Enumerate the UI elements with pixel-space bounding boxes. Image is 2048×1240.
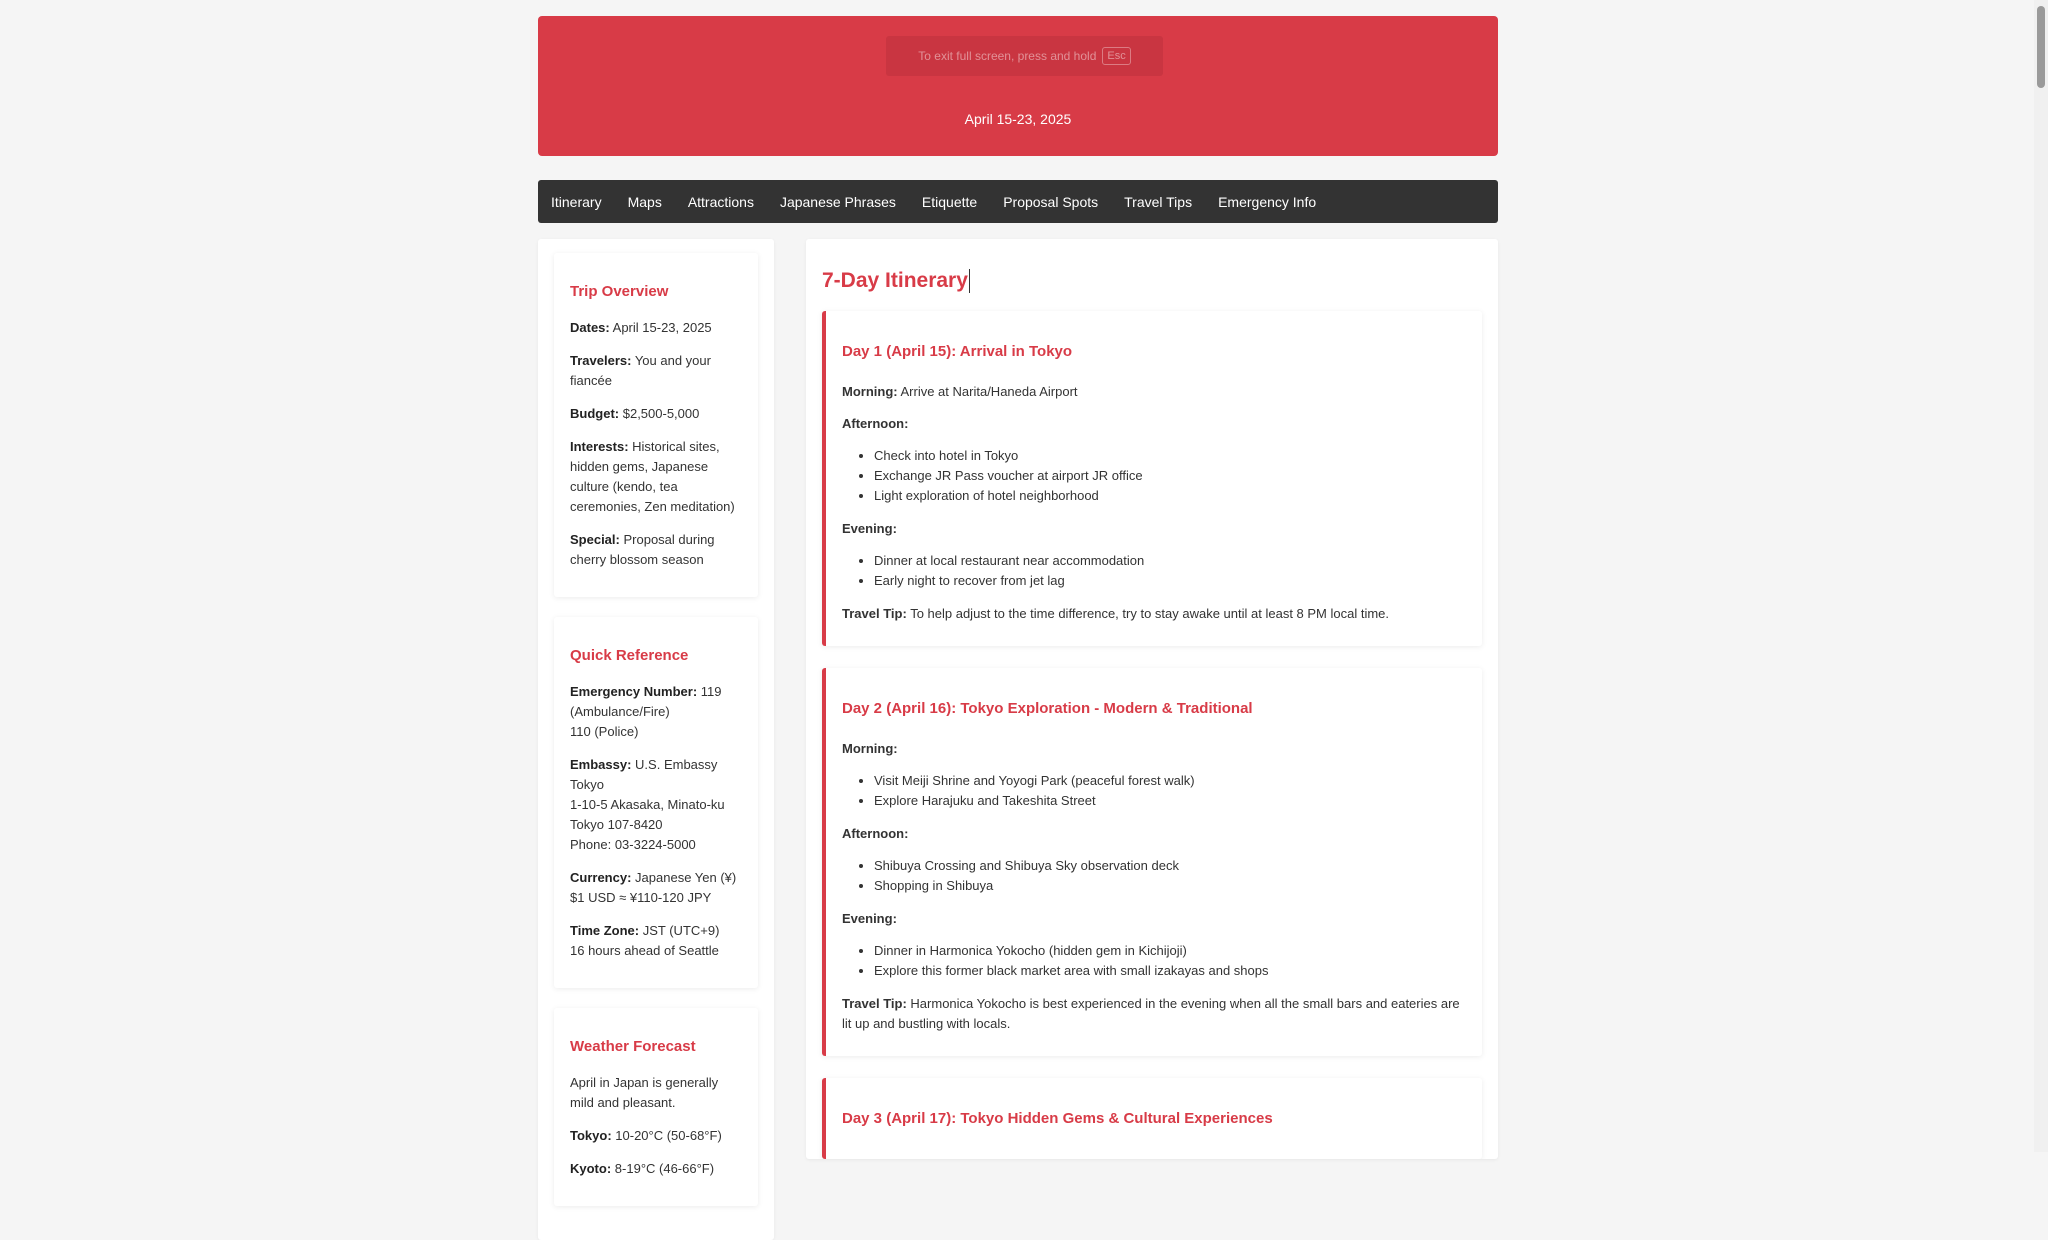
evening-list (842, 551, 1466, 591)
ref-embassy: Embassy: U.S. Embassy Tokyo 1-10-5 Akasaka, Minato-ku Tokyo 107-8420 Phone: 03-3224-5000 (570, 757, 725, 852)
ref-currency: Currency: Japanese Yen (¥) $1 USD ≈ ¥110-120 JPY (570, 870, 737, 905)
list-item: • Check into hotel in Tokyo (874, 446, 1466, 466)
list-item: • Dinner in Harmonica Yokocho (hidden gem in Kichijoji) (874, 941, 1466, 961)
evening-list (842, 941, 1466, 981)
day-afternoon-label: Afternoon: (842, 826, 909, 841)
list-item: • Visit Meiji Shrine and Yoyogi Park (peaceful forest walk) (874, 771, 1466, 791)
nav-emergency-info[interactable]: Emergency Info (1218, 193, 1317, 210)
weather-intro: April in Japan is generally mild and pleasant. (570, 1075, 719, 1110)
travel-tip: Travel Tip: To help adjust to the time difference, try to stay awake until at least 8 PM local time. (842, 606, 1390, 621)
overview-budget: Budget: $2,500-5,000 (570, 406, 700, 421)
overview-travelers: Travelers: You and your fiancée (570, 353, 711, 388)
overview-special: Special: Proposal during cherry blossom season (570, 532, 715, 567)
list-item: • Early night to recover from jet lag (874, 571, 1466, 591)
day-evening-label: Evening: (842, 911, 897, 926)
nav-japanese-phrases[interactable]: Japanese Phrases (779, 193, 896, 210)
nav-etiquette[interactable]: Etiquette (921, 193, 978, 210)
morning-list (842, 771, 1466, 811)
overview-interests: Interests: Historical sites, hidden gems, Japanese culture (kendo, tea ceremonies, Zen meditation) (570, 439, 735, 514)
list-item: • Light exploration of hotel neighborhood (874, 486, 1466, 506)
day-afternoon-label: Afternoon: (842, 416, 909, 431)
afternoon-list (842, 856, 1466, 896)
afternoon-list (842, 446, 1466, 506)
day-card-3 (822, 1078, 1482, 1159)
weather-kyoto: Kyoto: 8-19°C (46-66°F) (570, 1161, 715, 1176)
itinerary-section (806, 239, 1498, 1159)
trip-dates: April 15-23, 2025 (964, 111, 1072, 127)
weather-tokyo: Tokyo: 10-20°C (50-68°F) (570, 1128, 722, 1143)
day-morning: Morning: Arrive at Narita/Haneda Airport (842, 384, 1078, 399)
esc-key-badge: Esc (1102, 47, 1130, 65)
sidebar (538, 239, 774, 1240)
header-banner (538, 16, 1498, 156)
itinerary-title: 7-Day Itinerary (822, 269, 968, 292)
day-title: Day 2 (April 16): Tokyo Exploration - Modern & Traditional (842, 700, 1253, 717)
weather-card (554, 1008, 758, 1206)
page-scrollbar[interactable] (2034, 0, 2048, 1152)
nav-travel-tips[interactable]: Travel Tips (1124, 193, 1193, 210)
day-morning-label: Morning: (842, 741, 898, 756)
list-item: • Exchange JR Pass voucher at airport JR office (874, 466, 1466, 486)
nav-attractions[interactable]: Attractions (687, 193, 754, 210)
list-item: • Explore this former black market area with small izakayas and shops (874, 961, 1466, 981)
nav-itinerary[interactable]: Itinerary (551, 193, 602, 210)
weather-title: Weather Forecast (570, 1038, 696, 1055)
main-nav (538, 180, 1498, 223)
fullscreen-notice-text: To exit full screen, press and hold (918, 49, 1097, 63)
quick-reference-title: Quick Reference (570, 647, 689, 664)
page (538, 16, 1498, 1240)
trip-overview-title: Trip Overview (570, 283, 669, 300)
day-card-1 (822, 311, 1482, 646)
trip-overview-card (554, 253, 758, 597)
day-card-2 (822, 668, 1482, 1056)
day-evening-label: Evening: (842, 521, 897, 536)
nav-maps[interactable]: Maps (627, 193, 662, 210)
scrollbar-thumb[interactable] (2037, 6, 2045, 88)
day-title: Day 1 (April 15): Arrival in Tokyo (842, 343, 1073, 360)
day-title: Day 3 (April 17): Tokyo Hidden Gems & Cultural Experiences (842, 1110, 1273, 1127)
overview-dates: Dates: April 15-23, 2025 (570, 320, 712, 335)
travel-tip: Travel Tip: Harmonica Yokocho is best experienced in the evening when all the small bars and eateries are lit up and bustling with locals. (842, 996, 1460, 1031)
list-item: • Shopping in Shibuya (874, 876, 1466, 896)
ref-emergency: Emergency Number: 119 (Ambulance/Fire) 110 (Police) (570, 684, 722, 739)
list-item: • Shibuya Crossing and Shibuya Sky observation deck (874, 856, 1466, 876)
nav-proposal-spots[interactable]: Proposal Spots (1003, 193, 1099, 210)
quick-reference-card (554, 617, 758, 988)
list-item: • Dinner at local restaurant near accommodation (874, 551, 1466, 571)
list-item: • Explore Harajuku and Takeshita Street (874, 791, 1466, 811)
ref-timezone: Time Zone: JST (UTC+9) 16 hours ahead of Seattle (570, 923, 720, 958)
fullscreen-notice (886, 36, 1163, 76)
